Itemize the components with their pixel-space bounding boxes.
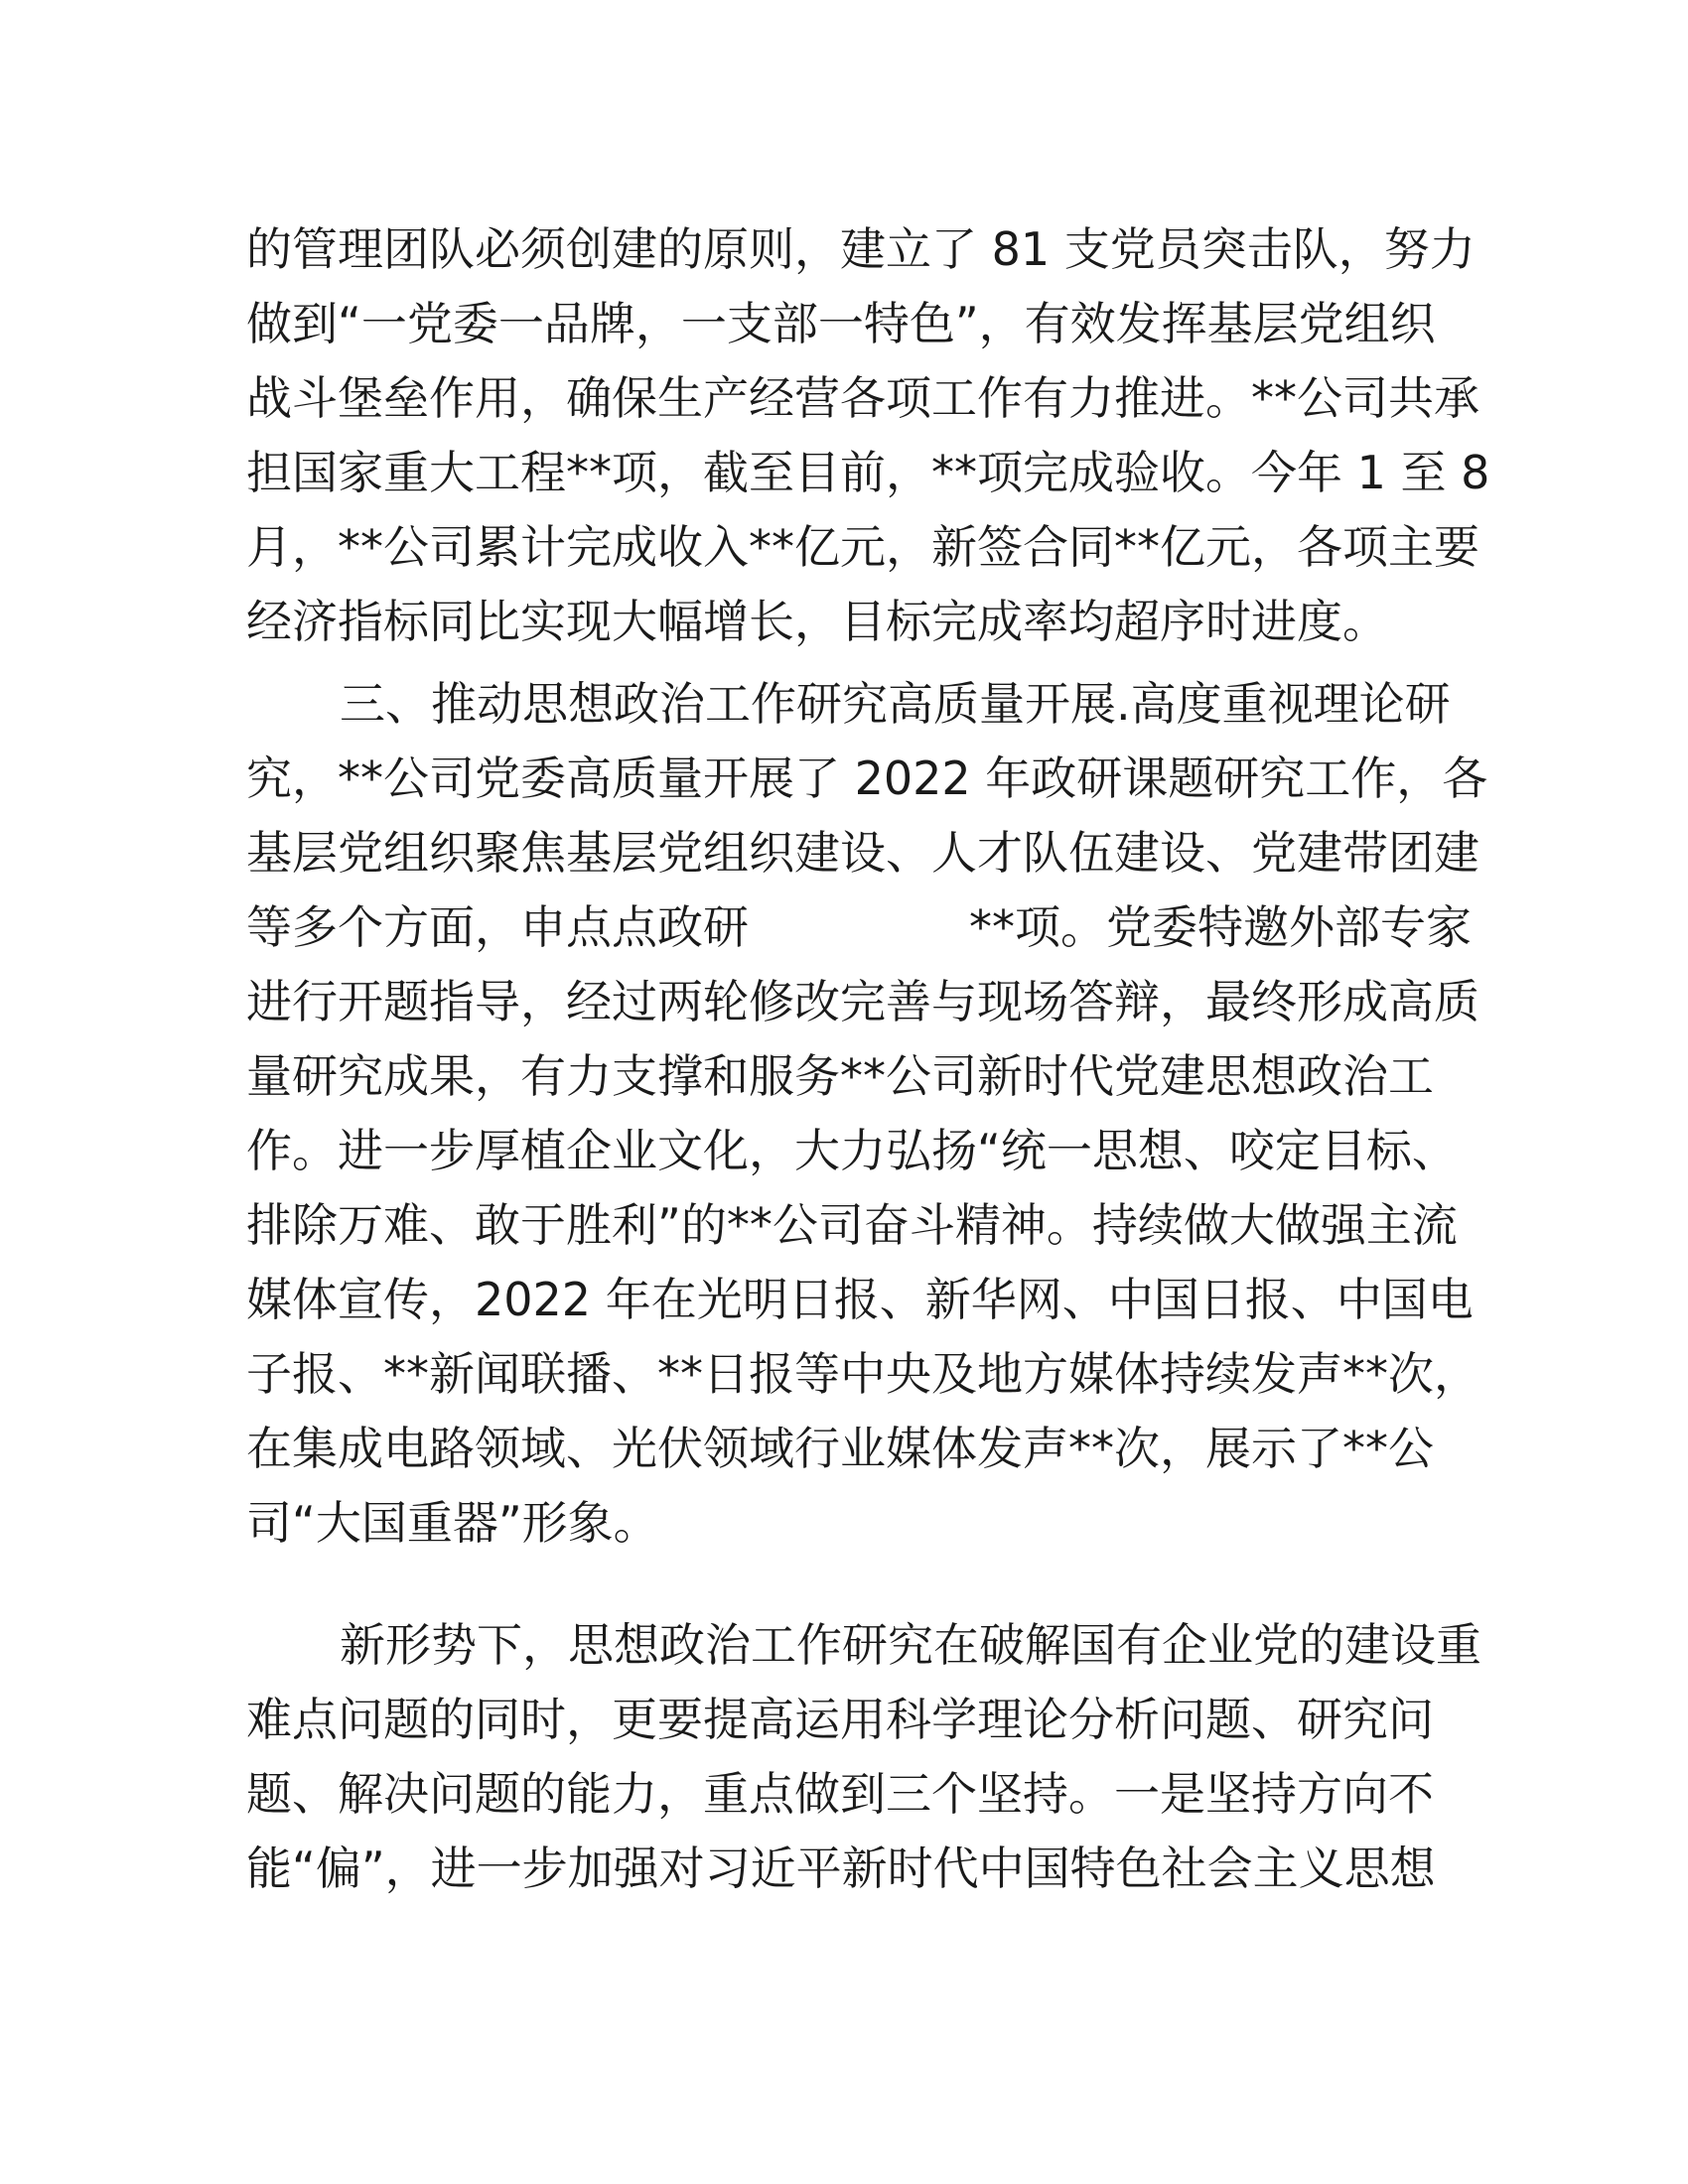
text-line: 新形势下，思想政治工作研究在破解国有企业党的建设重 [340,1618,1481,1672]
text-line: 经济指标同比实现大幅增长，目标完成率均超序时进度。 [246,595,1388,648]
text-line: 司“大国重器”形象。 [246,1496,659,1550]
text-line: 媒体宣传，2022 年在光明日报、新华网、中国日报、中国电 [246,1273,1474,1326]
text-line: 进行开题指导，经过两轮修改完善与现场答辩，最终形成高质 [246,975,1479,1028]
text-fragment: 等多个方面，申点点政研 [246,900,749,954]
text-line: 做到“一党委一品牌，一支部一特色”，有效发挥基层党组织 [246,297,1436,350]
text-line: 排除万难、敢于胜利”的**公司奋斗精神。持续做大做强主流 [246,1198,1458,1252]
text-line: 月，**公司累计完成收入**亿元，新签合同**亿元，各项主要 [246,520,1479,574]
text-line: 题、解决问题的能力，重点做到三个坚持。一是坚持方向不 [246,1767,1434,1821]
paragraph-3 [246,1608,1481,1906]
text-line: 究，**公司党委高质量开展了 2022 年政研课题研究工作，各 [246,751,1488,805]
document-body [246,212,1490,1906]
text-line: 子报、**新闻联播、**日报等中央及地方媒体持续发声**次， [246,1347,1479,1401]
paragraph-2 [246,667,1488,1561]
text-line: 作。进一步厚植企业文化，大力弘扬“统一思想、咬定目标、 [246,1124,1458,1177]
paragraph-1 [246,212,1490,659]
text-line: 战斗堡垒作用，确保生产经营各项工作有力推进。**公司共承 [246,371,1479,425]
text-line: 难点问题的同时，更要提高运用科学理论分析问题、研究问 [246,1693,1434,1746]
text-line: 在集成电路领域、光伏领域行业媒体发声**次，展示了**公 [246,1422,1434,1475]
text-line: 的管理团队必须创建的原则，建立了 81 支党员突击队，努力 [246,222,1476,276]
text-line: 三、推动思想政治工作研究高质量开展.高度重视理论研 [340,677,1451,731]
text-line: 担国家重大工程**项，截至目前，**项完成验收。今年 1 至 8 [246,446,1490,499]
paragraph-gap [246,1561,1438,1608]
text-line-split [246,890,1472,965]
text-fragment: **项。党委特邀外部专家 [969,900,1472,954]
text-line: 基层党组织聚焦基层党组织建设、人才队伍建设、党建带团建 [246,826,1479,880]
text-line: 能“偏”，进一步加强对习近平新时代中国特色社会主义思想 [246,1842,1436,1895]
paragraph-gap [246,659,1438,667]
text-line: 量研究成果，有力支撑和服务**公司新时代党建思想政治工 [246,1049,1434,1103]
